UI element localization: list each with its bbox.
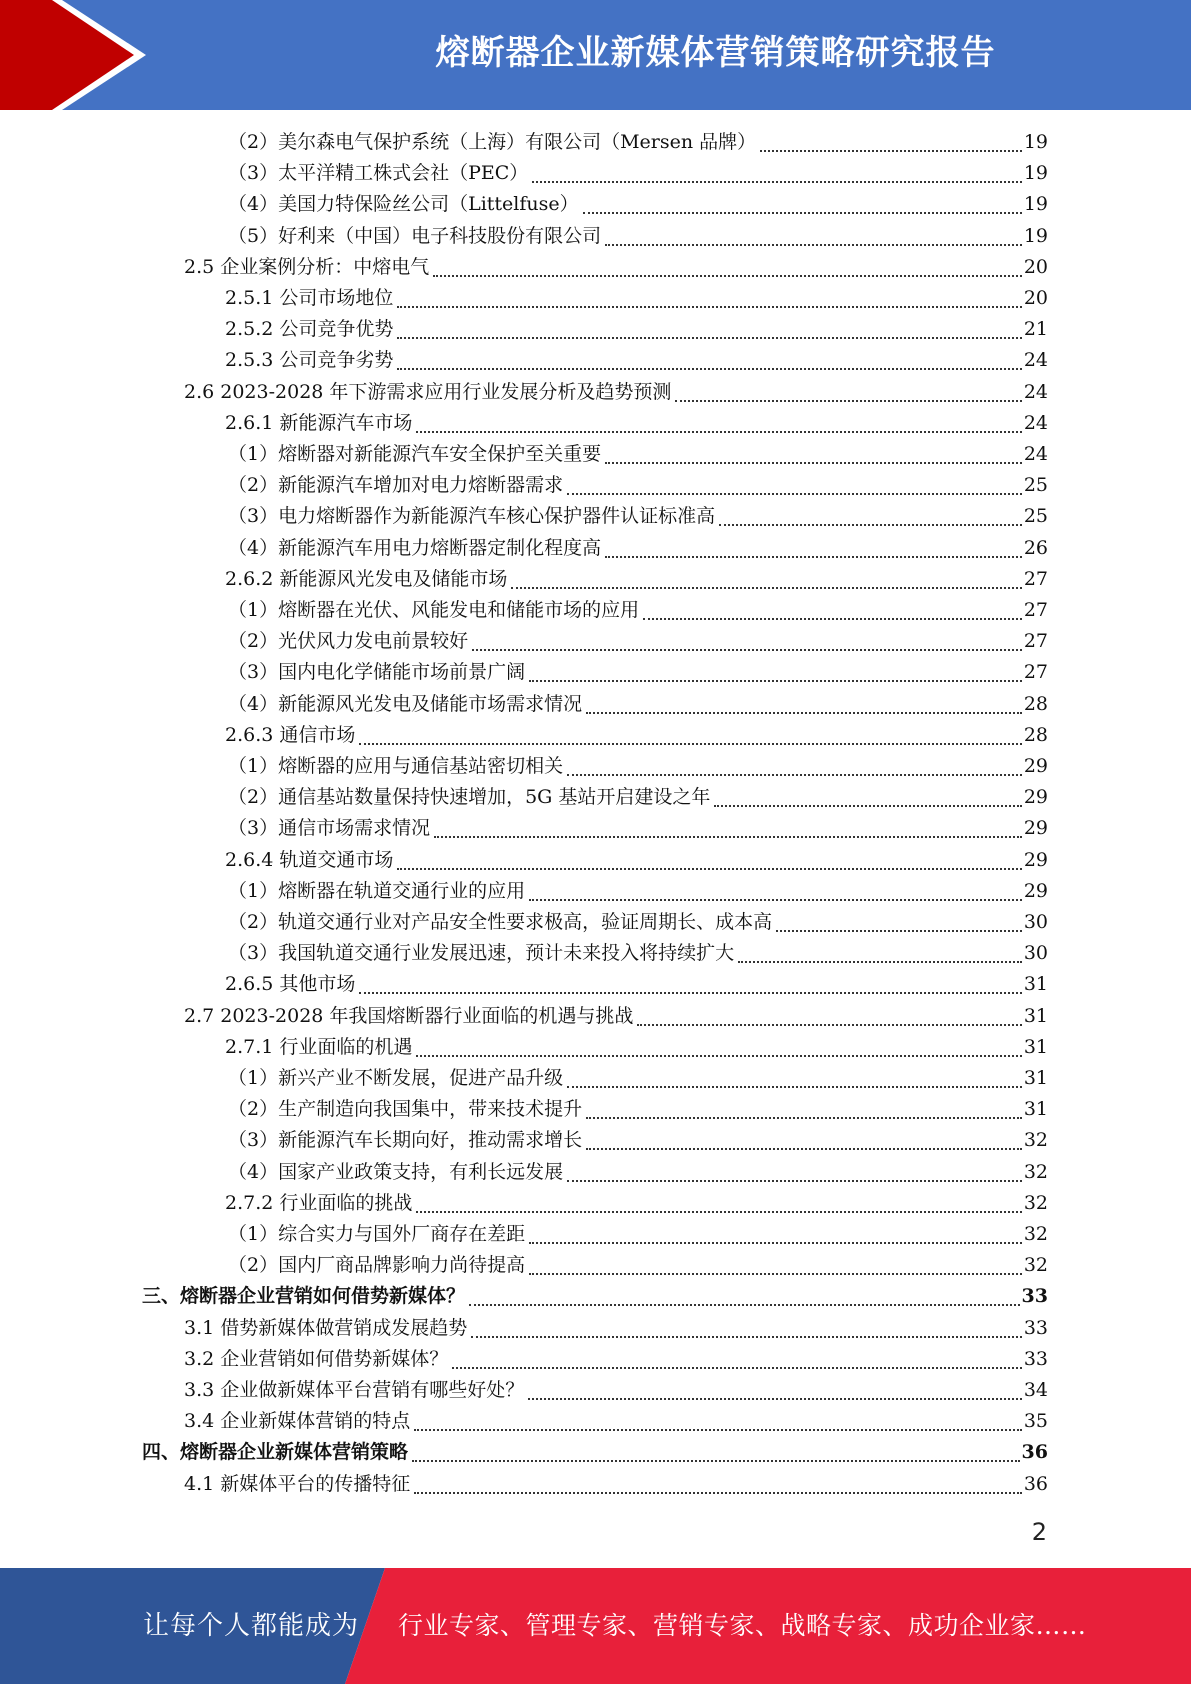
document-title: 熔断器企业新媒体营销策略研究报告 <box>435 33 996 73</box>
toc-entry-page: 31 <box>1023 1035 1048 1058</box>
toc-entry[interactable] <box>228 626 1048 657</box>
toc-entry-title: （1）熔断器在轨道交通行业的应用 <box>228 879 526 902</box>
toc-dot-leader <box>529 680 1022 682</box>
toc-entry-title: （2）生产制造向我国集中，带来技术提升 <box>228 1098 583 1121</box>
toc-entry[interactable] <box>228 1250 1048 1281</box>
toc-entry-title: （1）熔断器的应用与通信基站密切相关 <box>228 755 564 777</box>
page-number: 2 <box>1031 1518 1047 1546</box>
toc-dot-leader <box>414 1429 1022 1431</box>
toc-entry-page: 19 <box>1023 193 1048 216</box>
toc-entry-title: （2）通信基站数量保持快速增加，5G 基站开启建设之年 <box>228 786 711 809</box>
toc-dot-leader <box>586 1117 1022 1119</box>
toc-entry[interactable] <box>228 751 1048 782</box>
toc-entry[interactable] <box>228 189 1048 220</box>
toc-entry-page: 29 <box>1023 817 1048 840</box>
toc-dot-leader <box>719 524 1022 526</box>
toc-entry[interactable] <box>228 1094 1048 1125</box>
toc-entry[interactable] <box>225 314 1048 345</box>
toc-entry[interactable] <box>228 813 1048 844</box>
toc-entry[interactable] <box>225 564 1048 595</box>
toc-dot-leader <box>567 493 1022 495</box>
toc-dot-leader <box>434 836 1022 838</box>
toc-dot-leader <box>675 400 1021 402</box>
toc-entry-page: 24 <box>1023 380 1048 403</box>
toc-entry-page: 29 <box>1023 755 1048 777</box>
toc-entry-page: 27 <box>1023 661 1048 684</box>
toc-entry-title: （2）美尔森电气保护系统（上海）有限公司（Mersen 品牌） <box>228 131 757 153</box>
toc-entry-page: 34 <box>1023 1379 1048 1401</box>
toc-dot-leader <box>586 712 1022 714</box>
toc-entry-page: 29 <box>1023 879 1048 902</box>
toc-entry-title: 2.6.4 轨道交通市场 <box>225 848 394 871</box>
toc-entry-page: 32 <box>1023 1129 1048 1152</box>
toc-entry[interactable] <box>184 1344 1048 1375</box>
toc-dot-leader <box>469 1304 1020 1306</box>
toc-entry[interactable] <box>228 907 1048 938</box>
toc-dot-leader <box>416 1211 1021 1213</box>
toc-entry-title: （1）熔断器对新能源汽车安全保护至关重要 <box>228 443 602 465</box>
toc-entry-title: （3）电力熔断器作为新能源汽车核心保护器件认证标准高 <box>228 505 716 528</box>
toc-entry-page: 25 <box>1023 505 1048 528</box>
toc-entry-page: 32 <box>1023 1191 1048 1214</box>
toc-entry-page: 30 <box>1023 911 1048 933</box>
toc-entry-title: （2）光伏风力发电前景较好 <box>228 630 469 653</box>
toc-entry-title: 四、熔断器企业新媒体营销策略 <box>142 1441 409 1464</box>
toc-entry-title: （1）新兴产业不断发展，促进产品升级 <box>228 1067 564 1089</box>
toc-entry-title: （4）新能源风光发电及储能市场需求情况 <box>228 692 583 715</box>
toc-entry-page: 19 <box>1023 224 1048 247</box>
toc-entry-title: （3）通信市场需求情况 <box>228 817 431 840</box>
toc-dot-leader <box>643 618 1022 620</box>
toc-dot-leader <box>511 587 1021 589</box>
toc-dot-leader <box>397 368 1021 370</box>
toc-entry-page: 21 <box>1023 318 1048 341</box>
toc-dot-leader <box>397 868 1021 870</box>
toc-entry-title: 2.5.2 公司竞争优势 <box>225 318 394 341</box>
footer-slogan-left: 让每个人都能成为 <box>143 1611 360 1641</box>
toc-entry[interactable] <box>228 439 1048 470</box>
toc-entry[interactable] <box>228 533 1048 564</box>
toc-entry-title: 3.1 借势新媒体做营销成发展趋势 <box>184 1316 468 1339</box>
toc-entry[interactable] <box>184 1375 1048 1406</box>
toc-entry-page: 19 <box>1023 131 1048 153</box>
toc-entry[interactable] <box>228 595 1048 626</box>
toc-dot-leader <box>567 1086 1022 1088</box>
toc-entry-title: 2.6.5 其他市场 <box>225 973 356 996</box>
toc-dot-leader <box>359 743 1021 745</box>
toc-entry-page: 28 <box>1023 692 1048 715</box>
toc-entry-title: 2.6 2023-2028 年下游需求应用行业发展分析及趋势预测 <box>184 380 672 403</box>
toc-dot-leader <box>416 1055 1021 1057</box>
toc-entry-title: （5）好利来（中国）电子科技股份有限公司 <box>228 224 602 247</box>
toc-entry-page: 33 <box>1023 1347 1048 1370</box>
toc-entry-page: 32 <box>1023 1223 1048 1245</box>
toc-entry[interactable] <box>228 1125 1048 1156</box>
toc-entry[interactable] <box>225 345 1048 376</box>
toc-dot-leader <box>532 181 1022 183</box>
toc-entry[interactable] <box>142 1281 1048 1312</box>
toc-entry-title: （4）国家产业政策支持，有利长远发展 <box>228 1160 564 1183</box>
toc-dot-leader <box>583 212 1022 214</box>
header-arrow-decoration <box>0 0 160 110</box>
toc-entry-page: 28 <box>1023 723 1048 746</box>
toc-entry-page: 30 <box>1023 942 1048 965</box>
toc-entry[interactable] <box>184 1469 1048 1500</box>
toc-entry-title: 2.7.1 行业面临的机遇 <box>225 1035 413 1058</box>
toc-entry-title: （3）我国轨道交通行业发展迅速，预计未来投入将持续扩大 <box>228 942 735 965</box>
header-band <box>0 0 1191 110</box>
toc-dot-leader <box>567 1180 1022 1182</box>
toc-dot-leader <box>433 275 1022 277</box>
toc-entry-page: 36 <box>1021 1441 1048 1464</box>
toc-entry-title: 4.1 新媒体平台的传播特征 <box>184 1472 411 1495</box>
toc-entry[interactable] <box>184 252 1048 283</box>
toc-entry-page: 36 <box>1023 1472 1048 1495</box>
toc-entry-title: 3.3 企业做新媒体平台营销有哪些好处？ <box>184 1379 525 1401</box>
toc-entry-page: 27 <box>1023 599 1048 621</box>
toc-entry-page: 33 <box>1021 1285 1048 1308</box>
toc-entry-title: 2.5 企业案例分析：中熔电气 <box>184 255 430 278</box>
toc-entry-page: 35 <box>1023 1410 1048 1433</box>
toc-entry-title: （2）国内厂商品牌影响力尚待提高 <box>228 1254 526 1277</box>
toc-dot-leader <box>776 930 1022 932</box>
toc-entry-title: （1）综合实力与国外厂商存在差距 <box>228 1223 526 1245</box>
toc-entry-title: 2.7 2023-2028 年我国熔断器行业面临的机遇与挑战 <box>184 1004 634 1027</box>
toc-dot-leader <box>529 1242 1022 1244</box>
toc-entry-page: 19 <box>1023 162 1048 185</box>
toc-dot-leader <box>738 961 1022 963</box>
toc-dot-leader <box>760 150 1022 152</box>
toc-entry-title: 3.4 企业新媒体营销的特点 <box>184 1410 411 1433</box>
toc-entry[interactable] <box>225 845 1048 876</box>
toc-entry[interactable] <box>184 1406 1048 1437</box>
toc-entry-page: 31 <box>1023 1098 1048 1121</box>
toc-dot-leader <box>397 306 1021 308</box>
toc-entry[interactable] <box>142 1437 1048 1468</box>
toc-entry[interactable] <box>228 1219 1048 1250</box>
toc-dot-leader <box>359 992 1021 994</box>
toc-dot-leader <box>714 805 1021 807</box>
toc-dot-leader <box>412 1460 1020 1462</box>
toc-dot-leader <box>528 1398 1022 1400</box>
toc-entry-title: 2.6.1 新能源汽车市场 <box>225 411 413 434</box>
toc-entry-page: 26 <box>1023 536 1048 559</box>
toc-entry-title: 2.7.2 行业面临的挑战 <box>225 1191 413 1214</box>
toc-entry-page: 24 <box>1023 443 1048 465</box>
toc-entry[interactable] <box>228 689 1048 720</box>
toc-entry-page: 32 <box>1023 1254 1048 1277</box>
toc-dot-leader <box>416 431 1021 433</box>
toc-entry[interactable] <box>184 1313 1048 1344</box>
toc-entry-title: （1）熔断器在光伏、风能发电和储能市场的应用 <box>228 599 640 621</box>
toc-entry[interactable] <box>228 1063 1048 1094</box>
toc-entry[interactable] <box>228 1157 1048 1188</box>
toc-entry-title: （4）新能源汽车用电力熔断器定制化程度高 <box>228 536 602 559</box>
toc-entry-title: （2）轨道交通行业对产品安全性要求极高，验证周期长、成本高 <box>228 911 773 933</box>
toc-dot-leader <box>605 244 1022 246</box>
toc-entry[interactable] <box>225 1032 1048 1063</box>
toc-entry[interactable] <box>225 283 1048 314</box>
toc-entry[interactable] <box>225 720 1048 751</box>
toc-entry-page: 29 <box>1023 786 1048 809</box>
toc-dot-leader <box>605 556 1022 558</box>
toc-dot-leader <box>472 649 1022 651</box>
toc-entry[interactable] <box>184 1001 1048 1032</box>
toc-entry-page: 33 <box>1023 1316 1048 1339</box>
toc-dot-leader <box>586 1148 1022 1150</box>
toc-entry[interactable] <box>228 782 1048 813</box>
toc-entry[interactable] <box>228 470 1048 501</box>
toc-entry-page: 27 <box>1023 567 1048 590</box>
toc-entry-page: 20 <box>1023 255 1048 278</box>
toc-entry-page: 25 <box>1023 474 1048 497</box>
toc-entry-title: 三、熔断器企业营销如何借势新媒体？ <box>142 1285 466 1308</box>
toc-entry-page: 31 <box>1023 1004 1048 1027</box>
toc-entry-title: （2）新能源汽车增加对电力熔断器需求 <box>228 474 564 497</box>
toc-entry-title: （3）国内电化学储能市场前景广阔 <box>228 661 526 684</box>
toc-dot-leader <box>452 1367 1022 1369</box>
toc-dot-leader <box>567 774 1022 776</box>
toc-entry-page: 31 <box>1023 973 1048 996</box>
toc-entry-page: 27 <box>1023 630 1048 653</box>
toc-entry-title: 2.5.3 公司竞争劣势 <box>225 349 394 372</box>
toc-entry[interactable] <box>228 158 1048 189</box>
toc-dot-leader <box>397 337 1021 339</box>
toc-entry[interactable] <box>228 221 1048 252</box>
toc-entry[interactable] <box>228 876 1048 907</box>
toc-entry-title: 2.5.1 公司市场地位 <box>225 287 394 309</box>
toc-entry-page: 24 <box>1023 411 1048 434</box>
toc-entry-title: （3）新能源汽车长期向好，推动需求增长 <box>228 1129 583 1152</box>
toc-entry[interactable] <box>228 938 1048 969</box>
footer-slogan-right: 行业专家、管理专家、营销专家、战略专家、成功企业家…… <box>398 1611 1087 1640</box>
toc-entry[interactable] <box>228 657 1048 688</box>
toc-entry[interactable] <box>228 501 1048 532</box>
toc-entry-title: （3）太平洋精工株式会社（PEC） <box>228 162 529 185</box>
toc-dot-leader <box>637 1024 1021 1026</box>
toc-entry[interactable] <box>228 127 1048 158</box>
toc-entry[interactable] <box>225 969 1048 1000</box>
toc-entry-page: 29 <box>1023 848 1048 871</box>
toc-entry-page: 24 <box>1023 349 1048 372</box>
toc-entry-title: 2.6.2 新能源风光发电及储能市场 <box>225 567 508 590</box>
toc-entry-page: 32 <box>1023 1160 1048 1183</box>
toc-entry-title: 3.2 企业营销如何借势新媒体？ <box>184 1347 449 1370</box>
toc-dot-leader <box>414 1492 1022 1494</box>
toc-entry[interactable] <box>184 377 1048 408</box>
toc-entry-page: 31 <box>1023 1067 1048 1089</box>
toc-dot-leader <box>529 1273 1022 1275</box>
footer-band <box>0 1568 1191 1684</box>
toc-entry[interactable] <box>225 1188 1048 1219</box>
toc-entry-title: （4）美国力特保险丝公司（Littelfuse） <box>228 193 579 216</box>
toc-entry[interactable] <box>225 408 1048 439</box>
toc-entry-page: 20 <box>1023 287 1048 309</box>
toc-entry-title: 2.6.3 通信市场 <box>225 723 356 746</box>
toc-dot-leader <box>471 1336 1022 1338</box>
toc-dot-leader <box>529 899 1022 901</box>
toc-dot-leader <box>605 462 1022 464</box>
